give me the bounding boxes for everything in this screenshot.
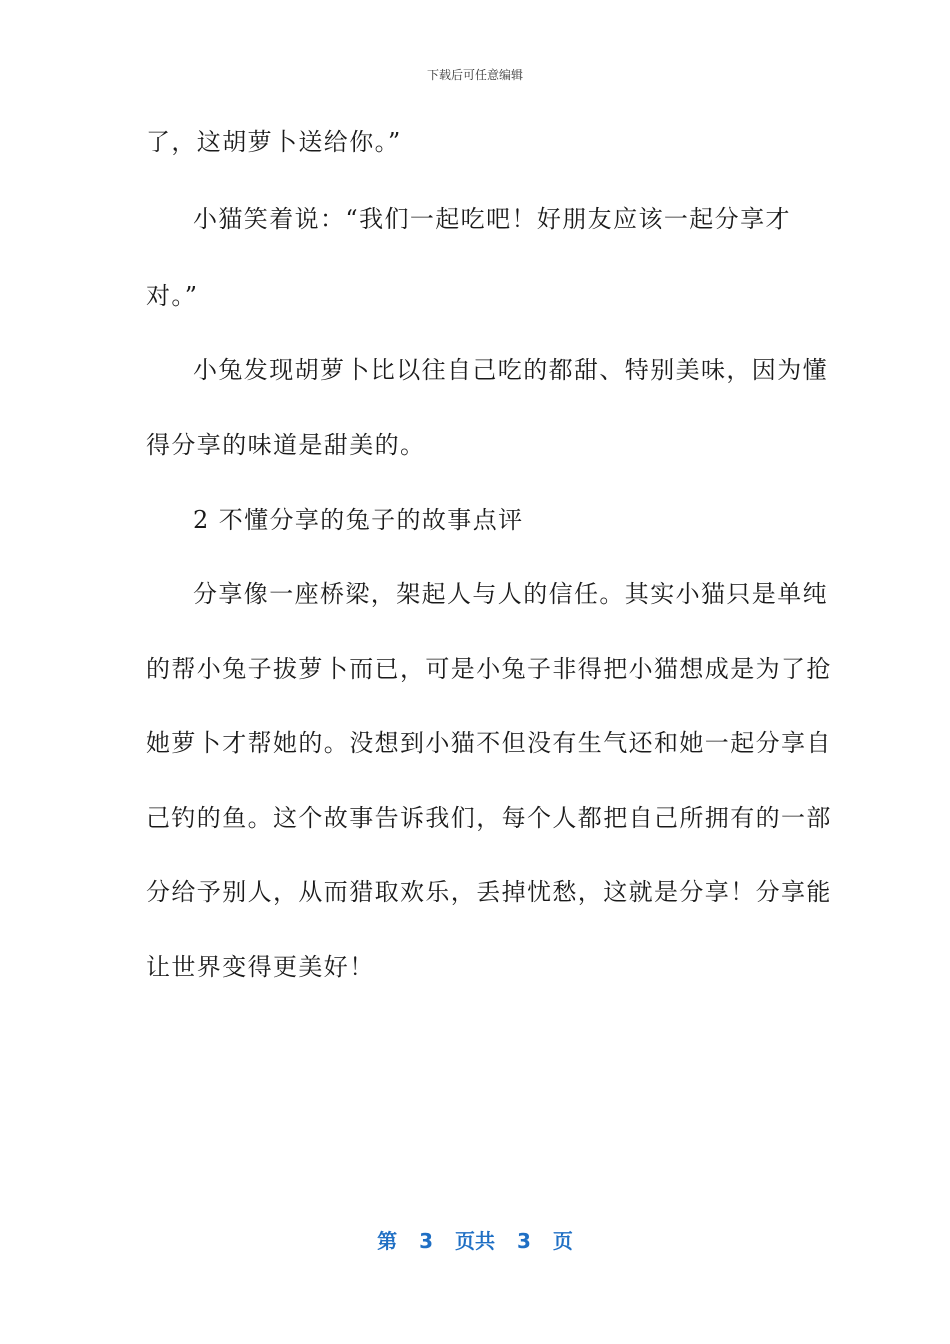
body-line: 小猫笑着说：“我们一起吃吧！好朋友应该一起分享才 [193,205,791,233]
header-note: 下载后可任意编辑 [426,68,523,82]
body-line: 的帮小兔子拔萝卜而已，可是小兔子非得把小猫想成是为了抢 [146,655,832,683]
body-line: 小兔发现胡萝卜比以往自己吃的都甜、特别美味，因为懂 [193,356,828,384]
footer-total-pages: 3 [517,1229,531,1253]
body-line: 己钓的鱼。这个故事告诉我们，每个人都把自己所拥有的一部 [146,804,832,832]
body-line: 得分享的味道是甜美的。 [146,431,426,459]
body-line: 让世界变得更美好！ [146,953,375,981]
body-line: 分享像一座桥梁，架起人与人的信任。其实小猫只是单纯 [193,580,828,608]
body-line: 她萝卜才帮她的。没想到小猫不但没有生气还和她一起分享自 [146,729,832,757]
footer-prefix: 第 [377,1229,398,1253]
body-line: 了，这胡萝卜送给你。” [146,128,402,156]
body-line: 分给予别人，从而猎取欢乐，丢掉忧愁，这就是分享！分享能 [146,878,832,906]
body-line: 对。” [146,282,199,310]
footer-middle: 页共 [455,1229,495,1253]
page-footer [0,1225,950,1254]
footer-suffix: 页 [552,1229,573,1253]
footer-current-page: 3 [419,1229,433,1253]
section-heading: 2 不懂分享的兔子的故事点评 [193,506,524,534]
